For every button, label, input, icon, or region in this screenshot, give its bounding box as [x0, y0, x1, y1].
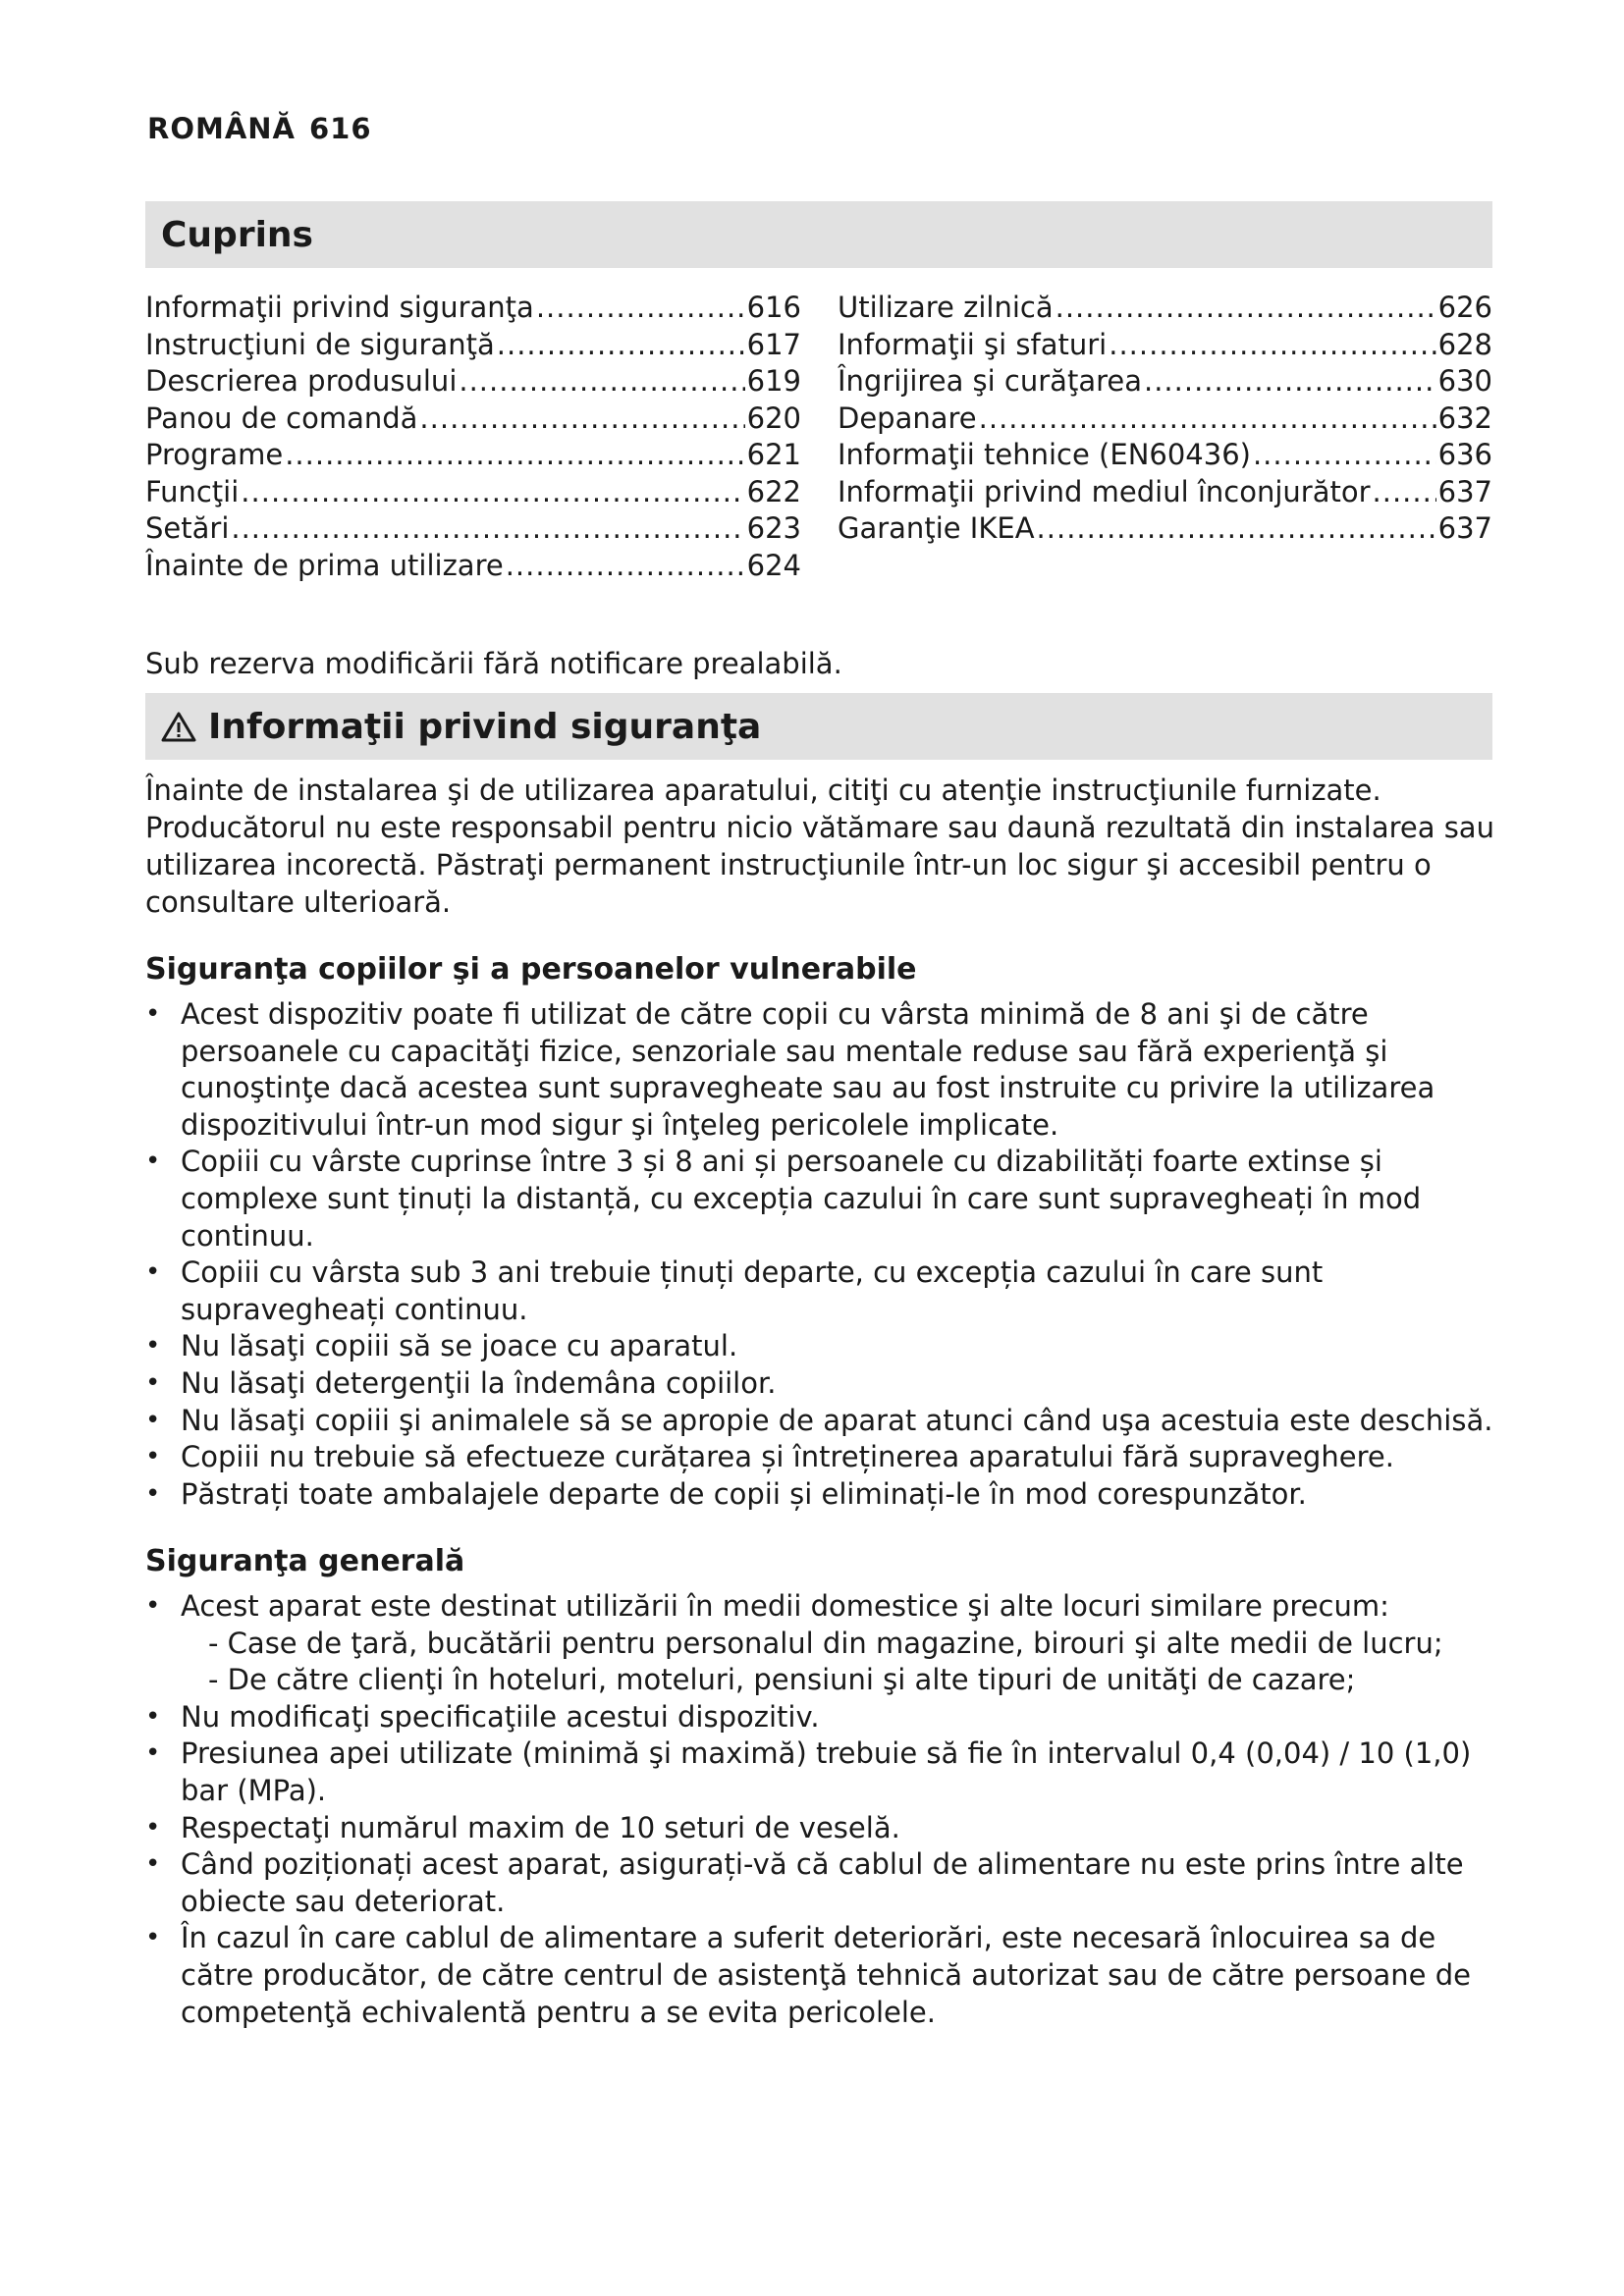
children-safety-heading: Siguranţa copiilor şi a persoanelor vulnerabile	[145, 952, 917, 987]
list-item: • Păstrați toate ambalajele departe de copii și eliminați-le în mod corespunzător.	[145, 1476, 1500, 1514]
safety-title: Informaţii privind siguranţa	[208, 706, 762, 747]
list-item: • Când poziționați acest aparat, asigurați-vă că cablul de alimentare nu este prins între alte obiecte sau deteriorat.	[145, 1846, 1500, 1920]
list-item: • Nu lăsaţi copiii să se joace cu aparatul.	[145, 1328, 1500, 1365]
toc-entry[interactable]: Panou de comandă ..... 620	[145, 400, 801, 438]
toc-page-number: 628	[1437, 327, 1492, 361]
list-item: • Copiii nu trebuie să efectueze curățarea și întreținerea aparatului fără supraveghere.	[145, 1439, 1500, 1476]
toc-page-number: 637	[1437, 474, 1492, 508]
toc-page-number: 624	[746, 548, 801, 582]
list-item: • Presiunea apei utilizate (minimă şi maximă) trebuie să fie în intervalul 0,4 (0,04) / 10 (1,0) bar (MPa).	[145, 1735, 1500, 1809]
toc-entry[interactable]: Instrucţiuni de siguranţă ..... 617	[145, 327, 801, 364]
general-safety-heading: Siguranţa generală	[145, 1544, 465, 1578]
toc-entry[interactable]: Descrierea produsului ..... 619	[145, 363, 801, 400]
warning-triangle-icon	[161, 711, 196, 742]
toc-entry[interactable]: Funcţii ..... 622	[145, 474, 801, 511]
toc-page-number: 623	[746, 511, 801, 545]
sub-list	[181, 1626, 1500, 1699]
toc-page-number: 637	[1437, 511, 1492, 545]
toc-page-number: 617	[746, 327, 801, 361]
list-item: • Nu lăsaţi detergenţii la îndemâna copiilor.	[145, 1365, 1500, 1403]
toc-entry[interactable]: Informaţii privind siguranţa ..... 616	[145, 290, 801, 327]
toc-entry[interactable]: Informaţii privind mediul înconjurător ..... 637	[838, 474, 1492, 511]
sub-list-item: - Case de ţară, bucătării pentru personalul din magazine, birouri şi alte medii de lucru;	[208, 1626, 1443, 1660]
toc-left-column	[145, 290, 801, 584]
toc-entry[interactable]: Informaţii tehnice (EN60436) ..... 636	[838, 437, 1492, 474]
list-item: • Acest dispozitiv poate fi utilizat de către copii cu vârsta minimă de 8 ani şi de către persoanele cu capacităţi fizice, senzoriale sau mentale reduse sau fără experienţă şi cunoştinţe dacă acestea sunt supravegheate sau au fost instruite cu privire la utilizarea dispozitivului într-un mod sigur şi înţeleg pericolele implicate.	[145, 996, 1500, 1144]
header-language: ROMÂNĂ	[147, 112, 296, 145]
list-item: • Copiii cu vârste cuprinse între 3 și 8 ani și persoanele cu dizabilități foarte extinse și complexe sunt ținuți la distanță, cu excepția cazului în care sunt supravegheați în mod continuu.	[145, 1144, 1500, 1255]
toc-entry[interactable]: Înainte de prima utilizare ..... 624	[145, 548, 801, 585]
toc-page-number: 620	[746, 400, 801, 435]
toc-page-number: 632	[1437, 400, 1492, 435]
list-item: • În cazul în care cablul de alimentare a suferit deteriorări, este necesară înlocuirea sa de către producător, de către centrul de asistenţă tehnică autorizat sau de către persoane de competenţă echivalentă pentru a se evita pericolele.	[145, 1920, 1500, 2031]
sub-list-item: - De către clienţi în hoteluri, moteluri, pensiuni şi alte tipuri de unităţi de cazare;	[208, 1663, 1356, 1697]
toc-entry[interactable]: Îngrijirea şi curăţarea ..... 630	[838, 363, 1492, 400]
toc-title-bar	[145, 201, 1492, 268]
page-header	[147, 112, 372, 145]
toc-page-number: 616	[746, 291, 801, 324]
toc-page-number: 626	[1437, 291, 1492, 324]
children-safety-list	[145, 996, 1500, 1513]
list-item: • Copiii cu vârsta sub 3 ani trebuie ținuți departe, cu excepția cazului în care sunt supravegheați continuu.	[145, 1255, 1500, 1328]
toc-entry[interactable]: Garanţie IKEA ..... 637	[838, 510, 1492, 548]
toc-entry[interactable]: Depanare ..... 632	[838, 400, 1492, 438]
toc-page-number: 619	[746, 364, 801, 398]
list-item: • Respectaţi numărul maxim de 10 seturi de veselă.	[145, 1810, 1500, 1847]
list-item: • Nu lăsaţi copiii şi animalele să se apropie de aparat atunci când uşa acestuia este deschisă.	[145, 1403, 1500, 1440]
toc-entry[interactable]: Setări ..... 623	[145, 510, 801, 548]
general-safety-list	[145, 1588, 1500, 2031]
toc-page-number: 621	[746, 438, 801, 471]
toc-page-number: 636	[1437, 438, 1492, 471]
toc-title: Cuprins	[161, 214, 313, 255]
safety-intro: Înainte de instalarea şi de utilizarea aparatului, citiţi cu atenţie instrucţiunile furnizate. Producătorul nu este responsabil pentru nicio vătămare sau daună rezultată din instalarea sau utilizarea incorectă. Păstraţi permanent instrucţiunile într-un loc sigur şi accesibil pentru o consultare ulterioară.	[145, 774, 1494, 919]
list-item: • Nu modificaţi specificaţiile acestui dispozitiv.	[145, 1699, 1500, 1736]
toc-entry[interactable]: Programe ..... 621	[145, 437, 801, 474]
change-notice: Sub rezerva modificării fără notificare prealabilă.	[145, 647, 842, 680]
toc-page-number: 630	[1437, 364, 1492, 398]
toc-entry[interactable]: Informaţii şi sfaturi ..... 628	[838, 327, 1492, 364]
header-page-number: 616	[309, 112, 372, 145]
list-item: • Acest aparat este destinat utilizării în medii domestice şi alte locuri similare precum: - Case de ţară, bucătării pentru personalul din magazine, birouri şi alte medii de lucru; - De către clienţi în hoteluri, moteluri, pensiuni şi alte tipuri de unităţi de cazare;	[145, 1588, 1500, 1699]
safety-title-bar	[145, 693, 1492, 760]
toc-page-number: 622	[746, 474, 801, 508]
toc-entry[interactable]: Utilizare zilnică ..... 626	[838, 290, 1492, 327]
toc-right-column	[838, 290, 1492, 548]
